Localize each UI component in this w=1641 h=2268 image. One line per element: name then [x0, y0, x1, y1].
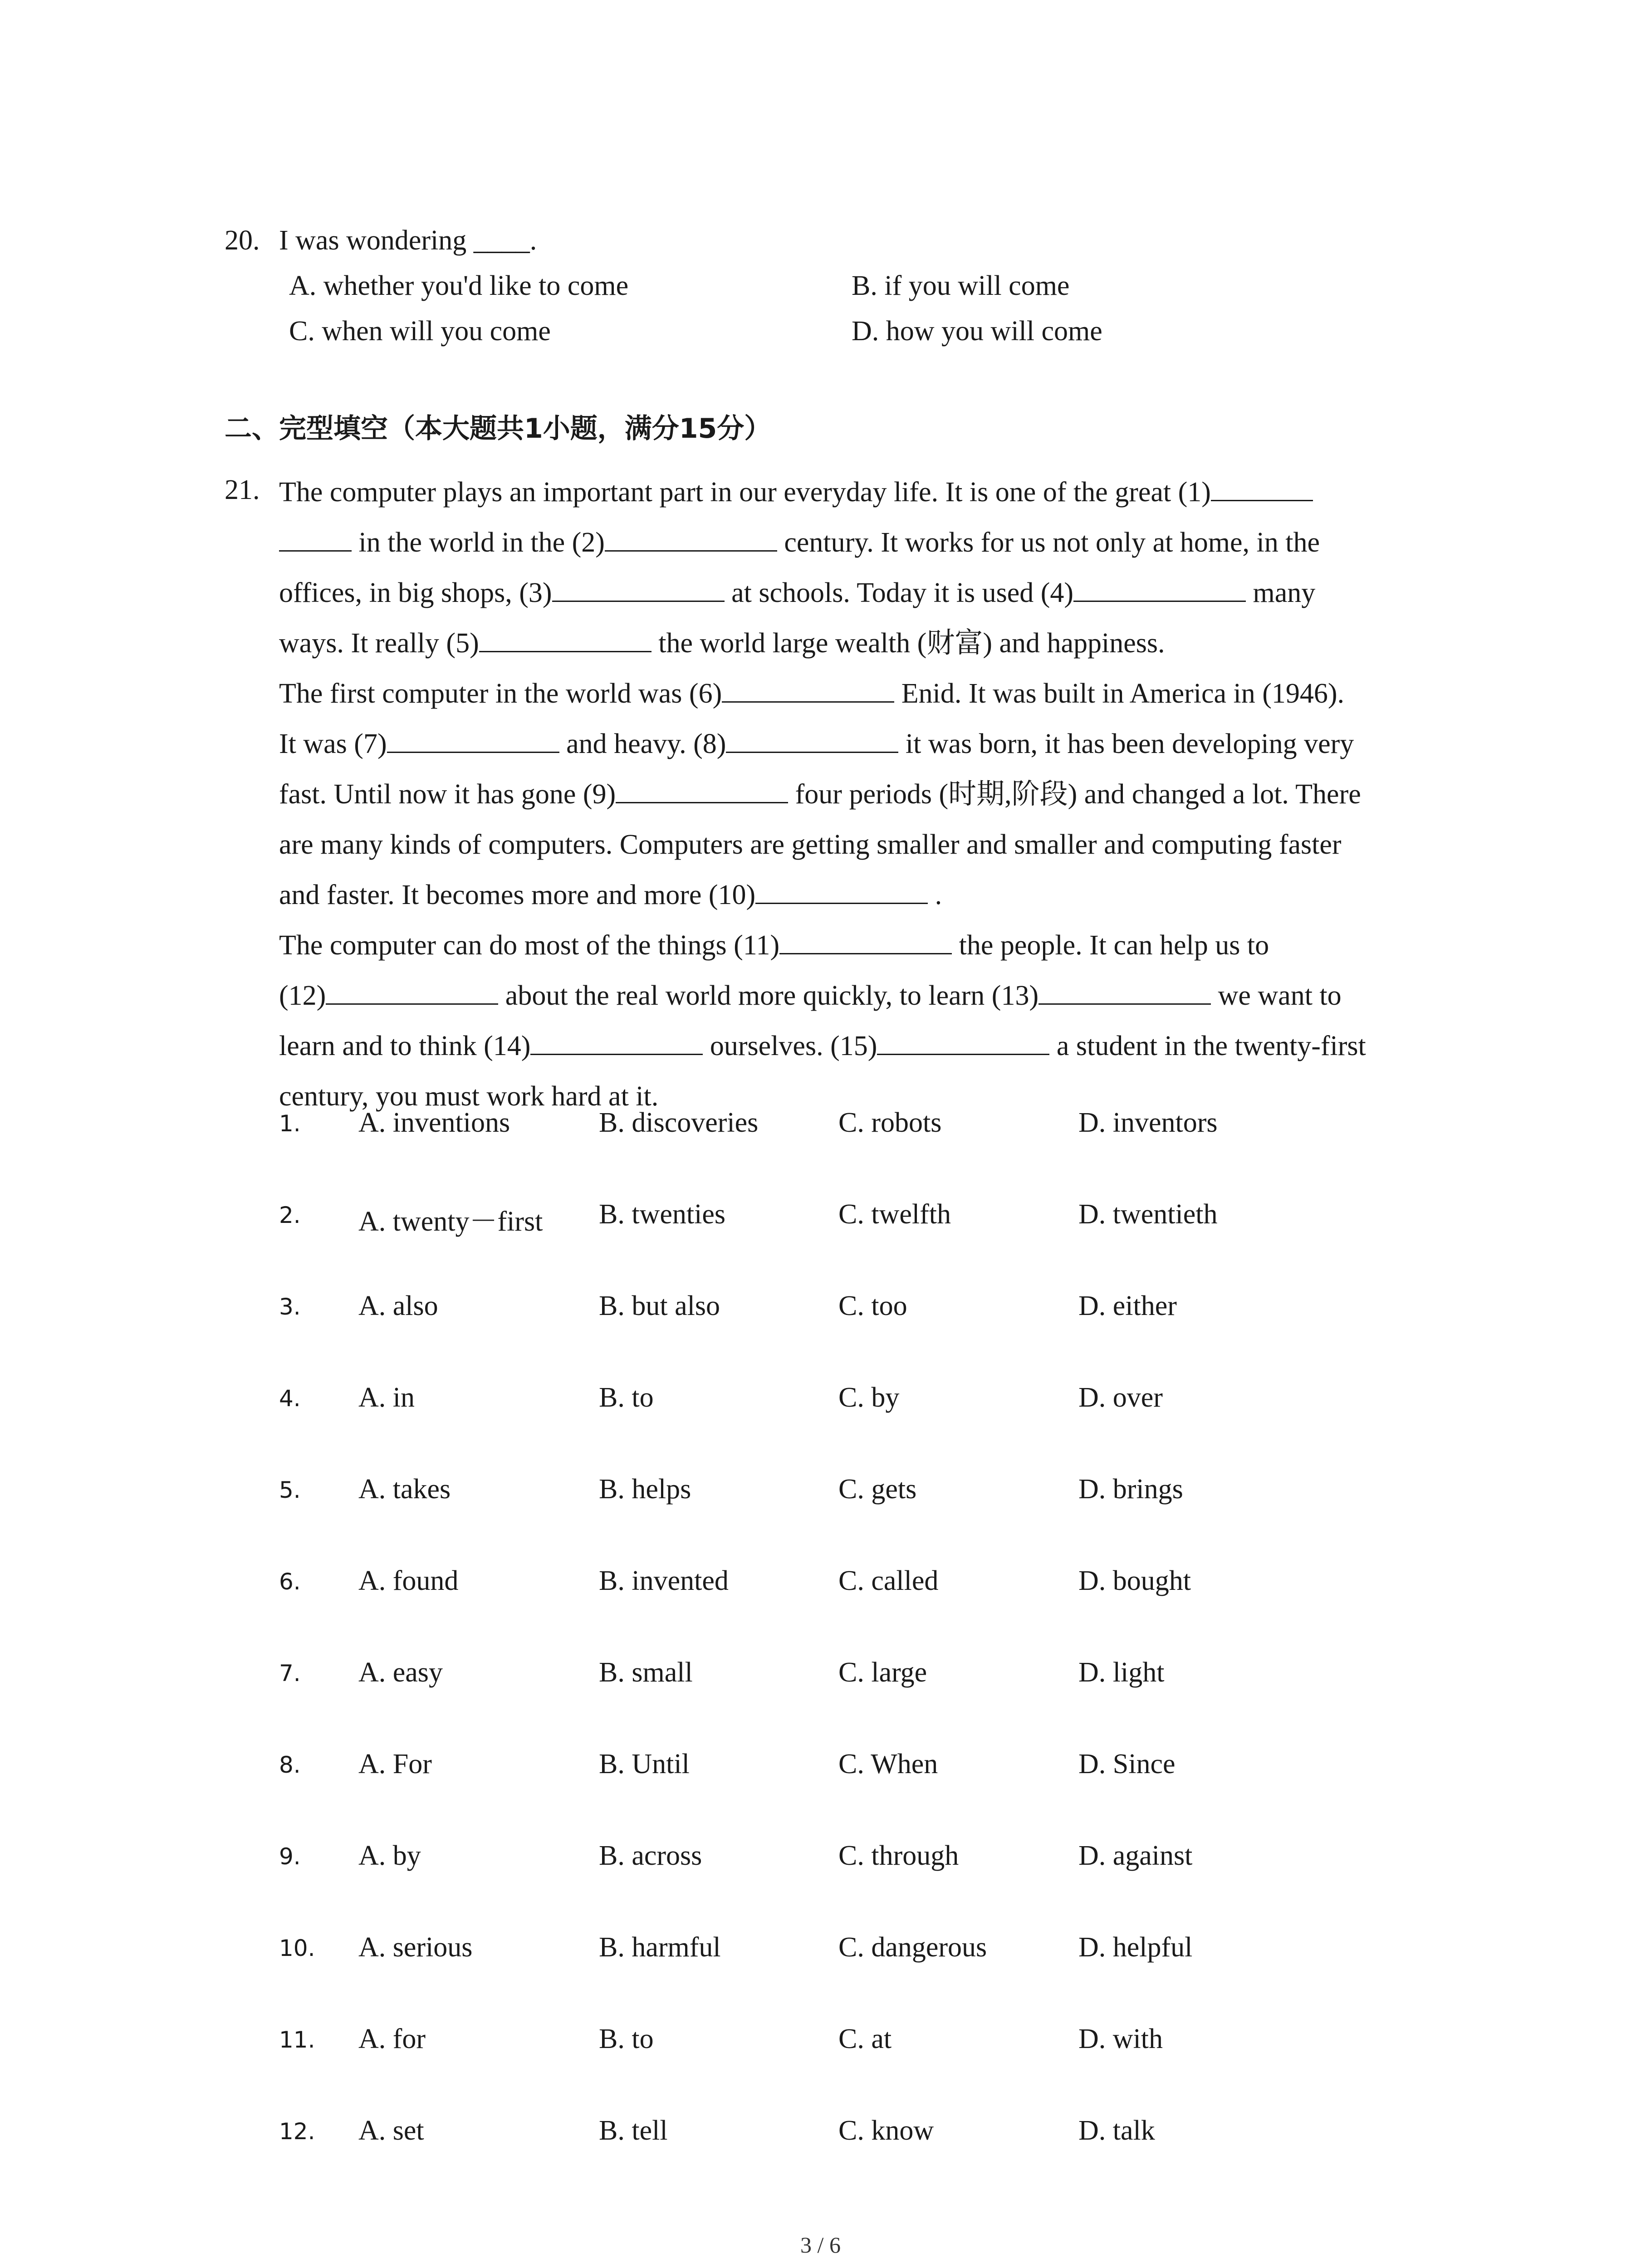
option-number: 11.	[279, 2027, 315, 2053]
option-number: 10.	[279, 1935, 315, 1961]
passage-line	[279, 719, 1459, 769]
option-d: D. over	[1078, 1382, 1163, 1413]
option-row	[279, 1931, 1459, 2023]
option-row	[279, 1565, 1459, 1657]
option-d: D. twentieth	[1078, 1199, 1218, 1230]
passage-text: the world large wealth (财富) and happiness.	[651, 628, 1165, 659]
option-d: D. with	[1078, 2024, 1163, 2054]
option-a: A. easy	[358, 1657, 443, 1688]
question-20	[225, 218, 1196, 354]
option-number: 6.	[279, 1569, 301, 1595]
passage-text: century. It works for us not only at home, in the	[777, 527, 1320, 558]
passage-line	[279, 618, 1459, 669]
option-b: B. helps	[599, 1474, 691, 1505]
answer-blank[interactable]	[530, 1027, 703, 1055]
question-number: 21.	[225, 474, 260, 505]
passage-text: and heavy. (8)	[559, 728, 726, 759]
option-row	[279, 1198, 1459, 1290]
option-number: 9.	[279, 1843, 301, 1870]
question-stem: I was wondering ____.	[279, 225, 537, 256]
passage-text: at schools. Today it is used (4)	[724, 577, 1074, 608]
answer-blank[interactable]	[326, 977, 498, 1005]
option-row	[279, 1840, 1459, 1931]
answer-blank[interactable]	[722, 675, 894, 703]
passage-text: The computer plays an important part in our everyday life. It is one of the great (1)	[279, 477, 1211, 508]
option-b: B. discoveries	[599, 1107, 759, 1138]
option-row	[279, 2115, 1459, 2206]
option-c: C. robots	[838, 1107, 942, 1138]
option-c: C. dangerous	[838, 1932, 987, 1963]
option-a: A. whether you'd like to come	[289, 270, 629, 301]
option-a: A. also	[358, 1290, 438, 1321]
question-20-options	[289, 263, 1196, 354]
passage-text: ourselves. (15)	[703, 1031, 877, 1061]
option-d: D. how you will come	[852, 316, 1102, 347]
option-number: 4.	[279, 1385, 301, 1412]
option-b: B. if you will come	[852, 270, 1070, 301]
option-d: D. Since	[1078, 1749, 1176, 1779]
answer-blank[interactable]	[877, 1027, 1049, 1055]
option-d: D. talk	[1078, 2115, 1155, 2146]
option-c: C. When	[838, 1749, 938, 1779]
option-c: C. twelfth	[838, 1199, 951, 1230]
passage-line	[279, 568, 1459, 618]
passage-text: are many kinds of computers. Computers are getting smaller and smaller and computing faster	[279, 829, 1342, 860]
passage-text: it was born, it has been developing very	[898, 728, 1354, 759]
option-a: A. For	[358, 1749, 432, 1779]
passage-line	[279, 1021, 1459, 1071]
passage-text: It was (7)	[279, 728, 387, 759]
option-row	[279, 1107, 1459, 1198]
section-title: 二、完型填空（本大题共1小题，满分15分）	[225, 413, 772, 445]
option-c: C. gets	[838, 1474, 917, 1505]
passage-text: a student in the twenty-first	[1049, 1031, 1366, 1061]
answer-blank[interactable]	[387, 725, 559, 753]
option-b: B. to	[599, 1382, 654, 1413]
question-number: 20.	[225, 225, 260, 256]
option-b: B. twenties	[599, 1199, 725, 1230]
option-number: 12.	[279, 2118, 315, 2145]
option-a: A. found	[358, 1565, 459, 1596]
passage-text: (12)	[279, 980, 326, 1011]
option-b: B. invented	[599, 1565, 729, 1596]
passage-line	[279, 971, 1459, 1021]
option-d: D. helpful	[1078, 1932, 1193, 1963]
answer-blank[interactable]	[479, 625, 652, 652]
answer-blank[interactable]	[1073, 574, 1246, 602]
passage-text: the people. It can help us to	[952, 930, 1269, 961]
option-c: C. too	[838, 1290, 907, 1321]
answer-blank[interactable]	[279, 524, 352, 552]
option-d: D. against	[1078, 1840, 1193, 1871]
option-b: B. but also	[599, 1290, 720, 1321]
option-number: 2.	[279, 1202, 301, 1228]
passage-text: about the real world more quickly, to learn (13)	[498, 980, 1039, 1011]
option-a: A. twenty－first	[358, 1206, 543, 1237]
option-number: 8.	[279, 1752, 301, 1778]
passage-text: ways. It really (5)	[279, 628, 479, 659]
passage-line	[279, 920, 1459, 971]
option-b: B. to	[599, 2024, 654, 2054]
passage-text: century, you must work hard at it.	[279, 1081, 659, 1112]
option-d: D. light	[1078, 1657, 1165, 1688]
option-b: B. Until	[599, 1749, 690, 1779]
passage-line	[279, 820, 1459, 870]
option-row	[279, 1657, 1459, 1748]
option-d: D. inventors	[1078, 1107, 1218, 1138]
option-a: A. by	[358, 1840, 421, 1871]
passage-text: The computer can do most of the things (11)	[279, 930, 780, 961]
option-a: A. takes	[358, 1474, 451, 1505]
option-b: B. small	[599, 1657, 693, 1688]
option-c: C. know	[838, 2115, 934, 2146]
option-c: C. called	[838, 1565, 939, 1596]
option-row	[279, 1748, 1459, 1840]
option-b: B. tell	[599, 2115, 668, 2146]
passage-text: .	[928, 880, 942, 910]
page-number: 3 / 6	[800, 2232, 841, 2258]
passage-text: in the world in the (2)	[352, 527, 605, 558]
answer-blank[interactable]	[726, 725, 898, 753]
passage-text: offices, in big shops, (3)	[279, 577, 552, 608]
option-b: B. across	[599, 1840, 702, 1871]
passage-text: many	[1246, 577, 1316, 608]
option-c: C. through	[838, 1840, 959, 1871]
answer-blank[interactable]	[779, 927, 952, 954]
option-d: D. brings	[1078, 1474, 1183, 1505]
option-a: A. inventions	[358, 1107, 510, 1138]
answer-blank[interactable]	[1038, 977, 1211, 1005]
option-number: 1.	[279, 1110, 301, 1137]
option-a: A. serious	[358, 1932, 473, 1963]
answer-blank[interactable]	[755, 876, 928, 904]
passage-line	[279, 467, 1459, 518]
option-c: C. by	[838, 1382, 900, 1413]
cloze-options-table	[279, 1107, 1459, 2206]
passage-line	[279, 518, 1459, 568]
option-c: C. when will you come	[289, 316, 551, 347]
passage-text: and faster. It becomes more and more (10)	[279, 880, 756, 910]
passage-line	[279, 669, 1459, 719]
passage-text: learn and to think (14)	[279, 1031, 531, 1061]
option-row	[279, 1382, 1459, 1473]
passage-text: four periods (时期,阶段) and changed a lot. There	[788, 779, 1361, 810]
answer-blank[interactable]	[552, 574, 725, 602]
option-number: 3.	[279, 1294, 301, 1320]
option-row	[279, 1290, 1459, 1382]
passage-text: The first computer in the world was (6)	[279, 678, 722, 709]
passage-line	[279, 769, 1459, 820]
option-number: 7.	[279, 1660, 301, 1686]
passage-text: Enid. It was built in America in (1946).	[894, 678, 1345, 709]
option-a: A. for	[358, 2024, 426, 2054]
cloze-passage	[279, 467, 1459, 1122]
option-row	[279, 2023, 1459, 2115]
option-number: 5.	[279, 1477, 301, 1503]
option-row	[279, 1473, 1459, 1565]
option-b: B. harmful	[599, 1932, 721, 1963]
option-c: C. large	[838, 1657, 927, 1688]
answer-blank[interactable]	[1211, 474, 1313, 501]
option-a: A. set	[358, 2115, 424, 2146]
passage-line	[279, 870, 1459, 920]
option-d: D. bought	[1078, 1565, 1191, 1596]
option-d: D. either	[1078, 1290, 1177, 1321]
passage-text: fast. Until now it has gone (9)	[279, 779, 616, 810]
question-20-stem-line	[225, 218, 1196, 263]
answer-blank[interactable]	[605, 524, 777, 552]
option-c: C. at	[838, 2024, 892, 2054]
passage-text: we want to	[1211, 980, 1342, 1011]
answer-blank[interactable]	[616, 776, 788, 803]
option-a: A. in	[358, 1382, 415, 1413]
